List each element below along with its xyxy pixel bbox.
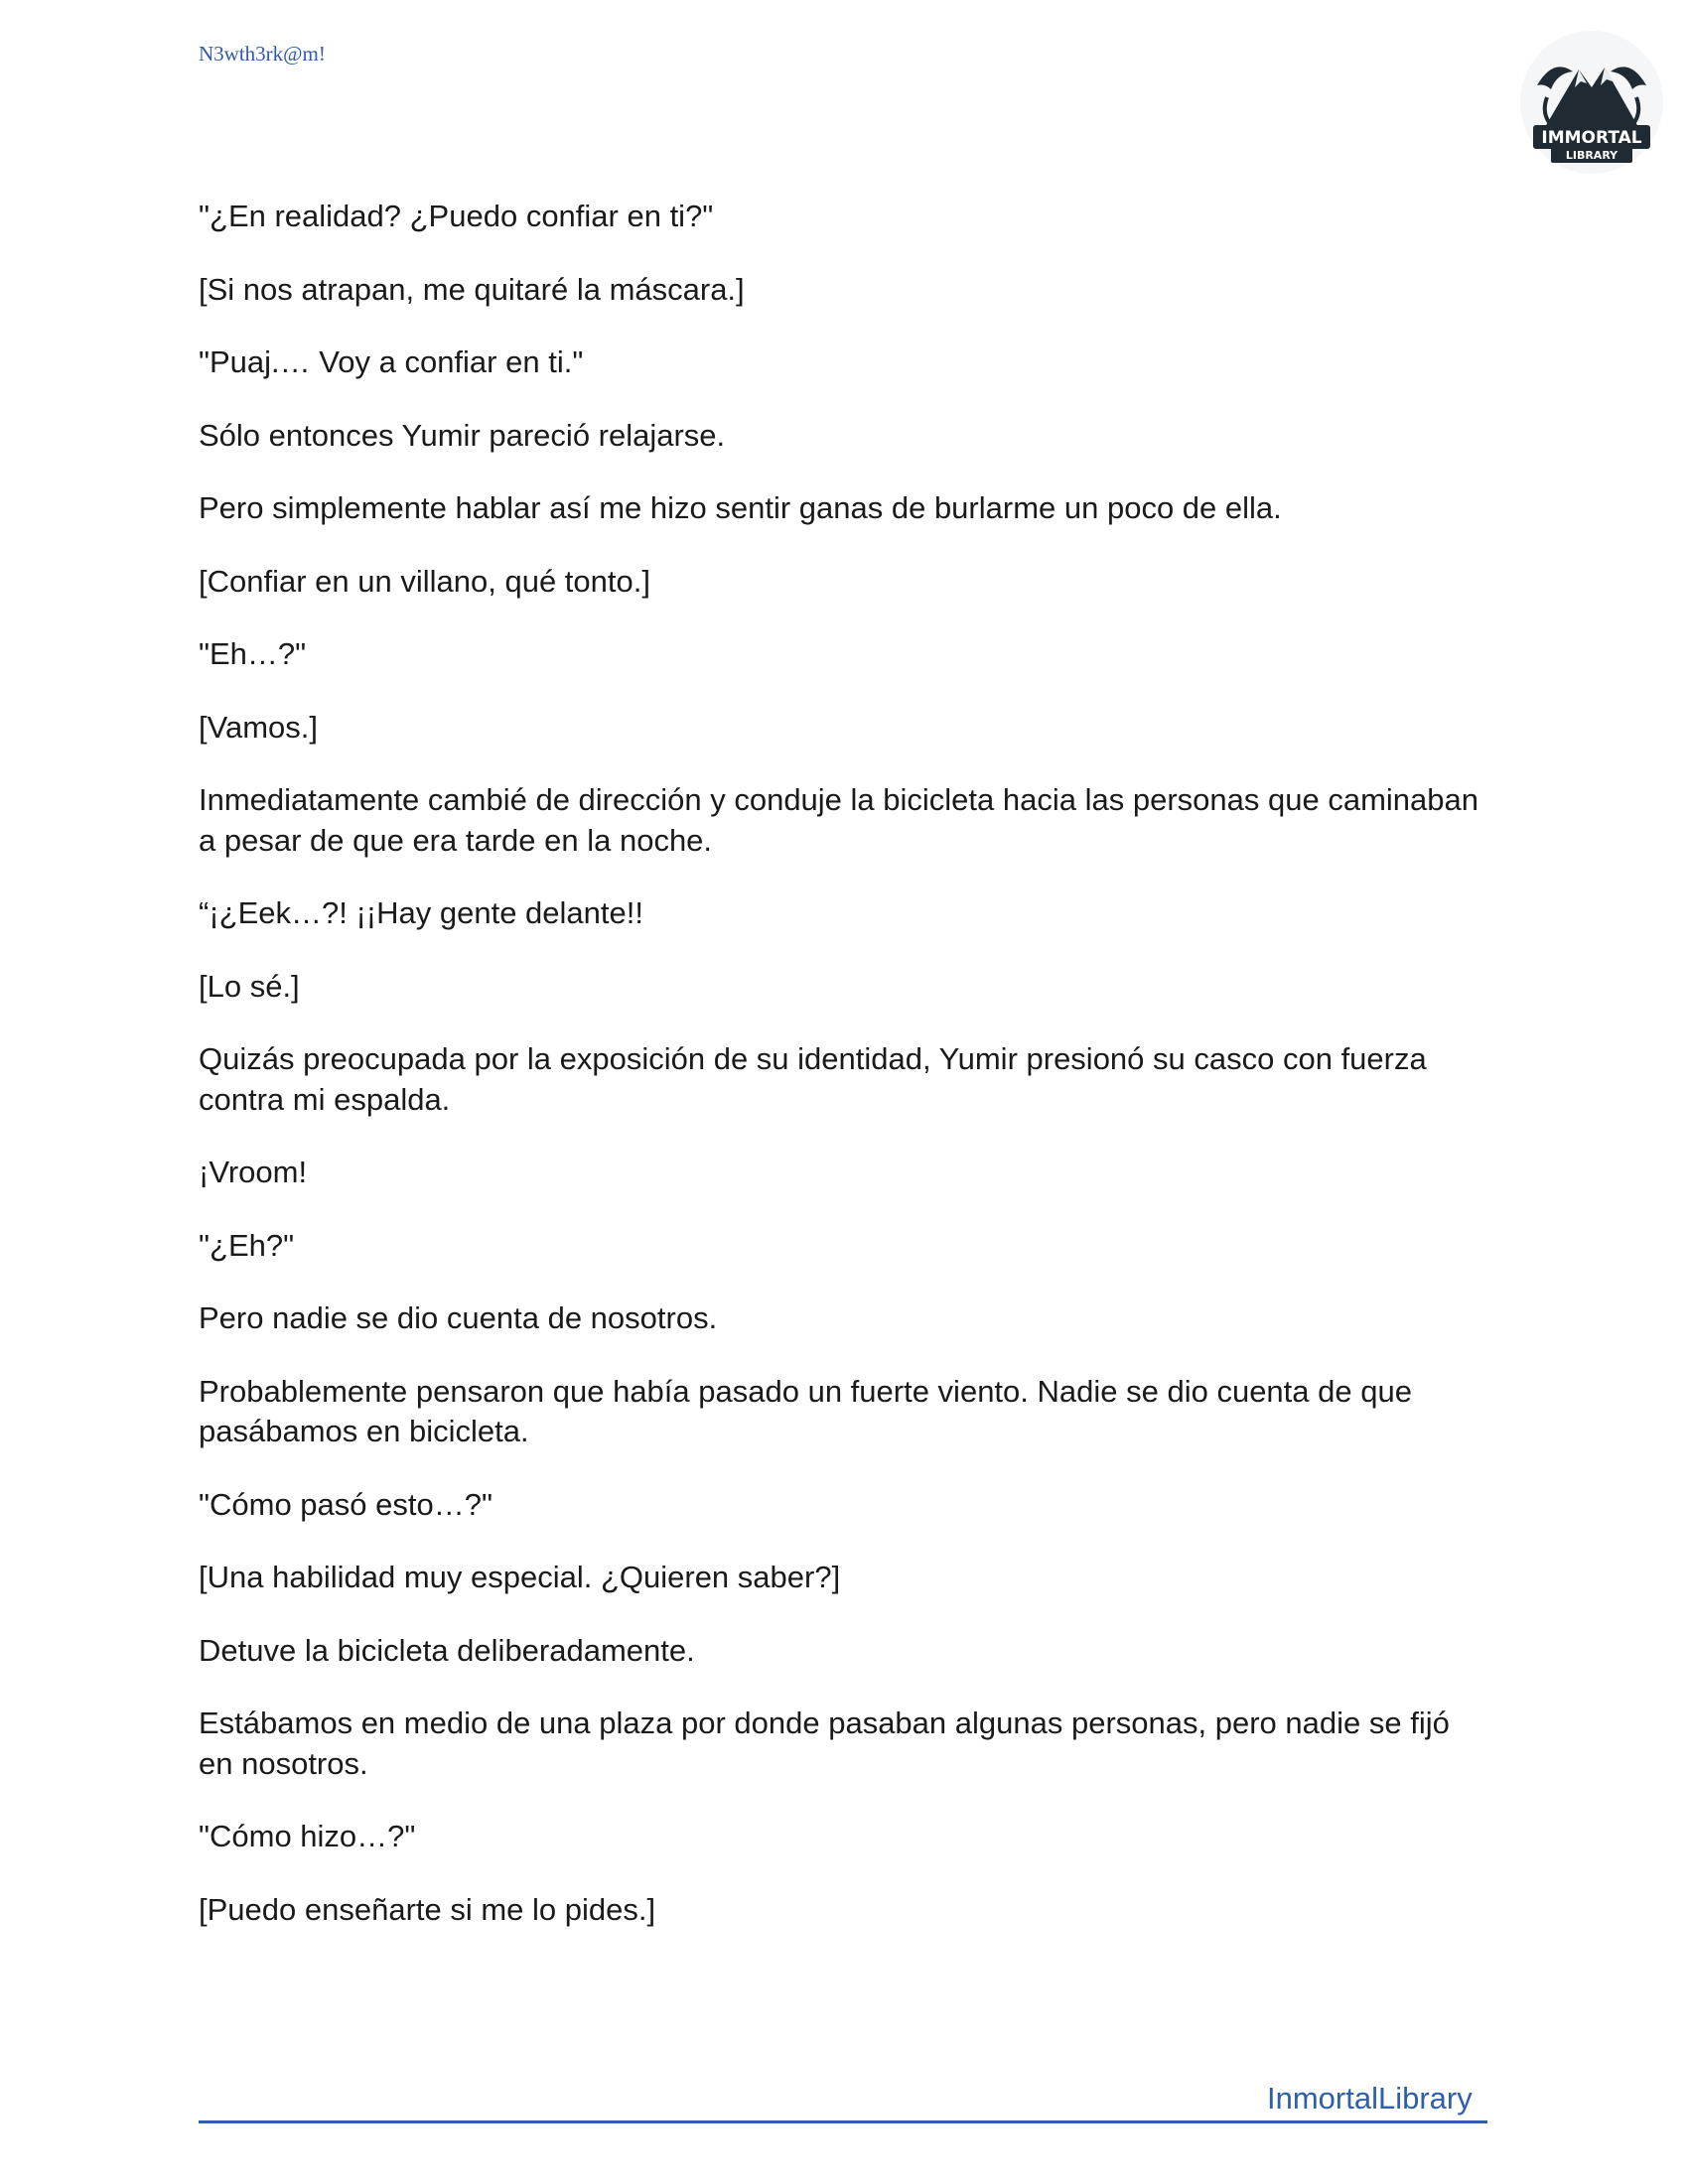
document-body <box>199 197 1489 1963</box>
paragraph: [Puedo enseñarte si me lo pides.] <box>199 1891 656 1927</box>
paragraph: [Si nos atrapan, me quitaré la máscara.] <box>199 271 745 307</box>
paragraph: “¡¿Eek…?! ¡¡Hay gente delante!! <box>199 895 643 930</box>
paragraph: [Una habilidad muy especial. ¿Quieren saber?] <box>199 1560 841 1594</box>
immortal-library-logo <box>1517 28 1666 177</box>
paragraph: ¡Vroom! <box>199 1155 308 1189</box>
footer-divider <box>199 2120 1487 2123</box>
paragraph: Probablemente pensaron que había pasado un fuerte viento. Nadie se dio cuenta de que pasábamos en bicicleta. <box>199 1373 1412 1448</box>
footer-link[interactable]: InmortalLibrary <box>1267 2081 1473 2116</box>
paragraph: Inmediatamente cambié de dirección y conduje la bicicleta hacia las personas que caminaban a pesar de que era tarde en la noche. <box>199 782 1478 858</box>
paragraph: "¿Eh?" <box>199 1227 295 1263</box>
paragraph: "Puaj.… Voy a confiar en ti." <box>199 344 584 379</box>
paragraph: [Vamos.] <box>199 709 319 745</box>
paragraph: Pero simplemente hablar así me hizo sentir ganas de burlarme un poco de ella. <box>199 490 1282 525</box>
paragraph: [Confiar en un villano, qué tonto.] <box>199 563 650 599</box>
header-tag: N3wth3rk@m! <box>199 42 326 66</box>
paragraph: Estábamos en medio de una plaza por donde pasaban algunas personas, pero nadie se fijó en nosotros. <box>199 1706 1450 1781</box>
paragraph: "¿En realidad? ¿Puedo confiar en ti?" <box>199 199 714 233</box>
paragraph: "Cómo hizo…?" <box>199 1819 416 1853</box>
paragraph: Sólo entonces Yumir pareció relajarse. <box>199 417 726 453</box>
paragraph: Detuve la bicicleta deliberadamente. <box>199 1632 695 1668</box>
paragraph: "Cómo pasó esto…?" <box>199 1486 492 1522</box>
paragraph: [Lo sé.] <box>199 968 300 1004</box>
paragraph: "Eh…?" <box>199 636 307 671</box>
logo-line2: LIBRARY <box>1565 149 1618 162</box>
logo-line1: IMMORTAL <box>1541 128 1642 148</box>
paragraph: Pero nadie se dio cuenta de nosotros. <box>199 1300 718 1335</box>
paragraph: Quizás preocupada por la exposición de su identidad, Yumir presionó su casco con fuerza contra mi espalda. <box>199 1041 1427 1117</box>
